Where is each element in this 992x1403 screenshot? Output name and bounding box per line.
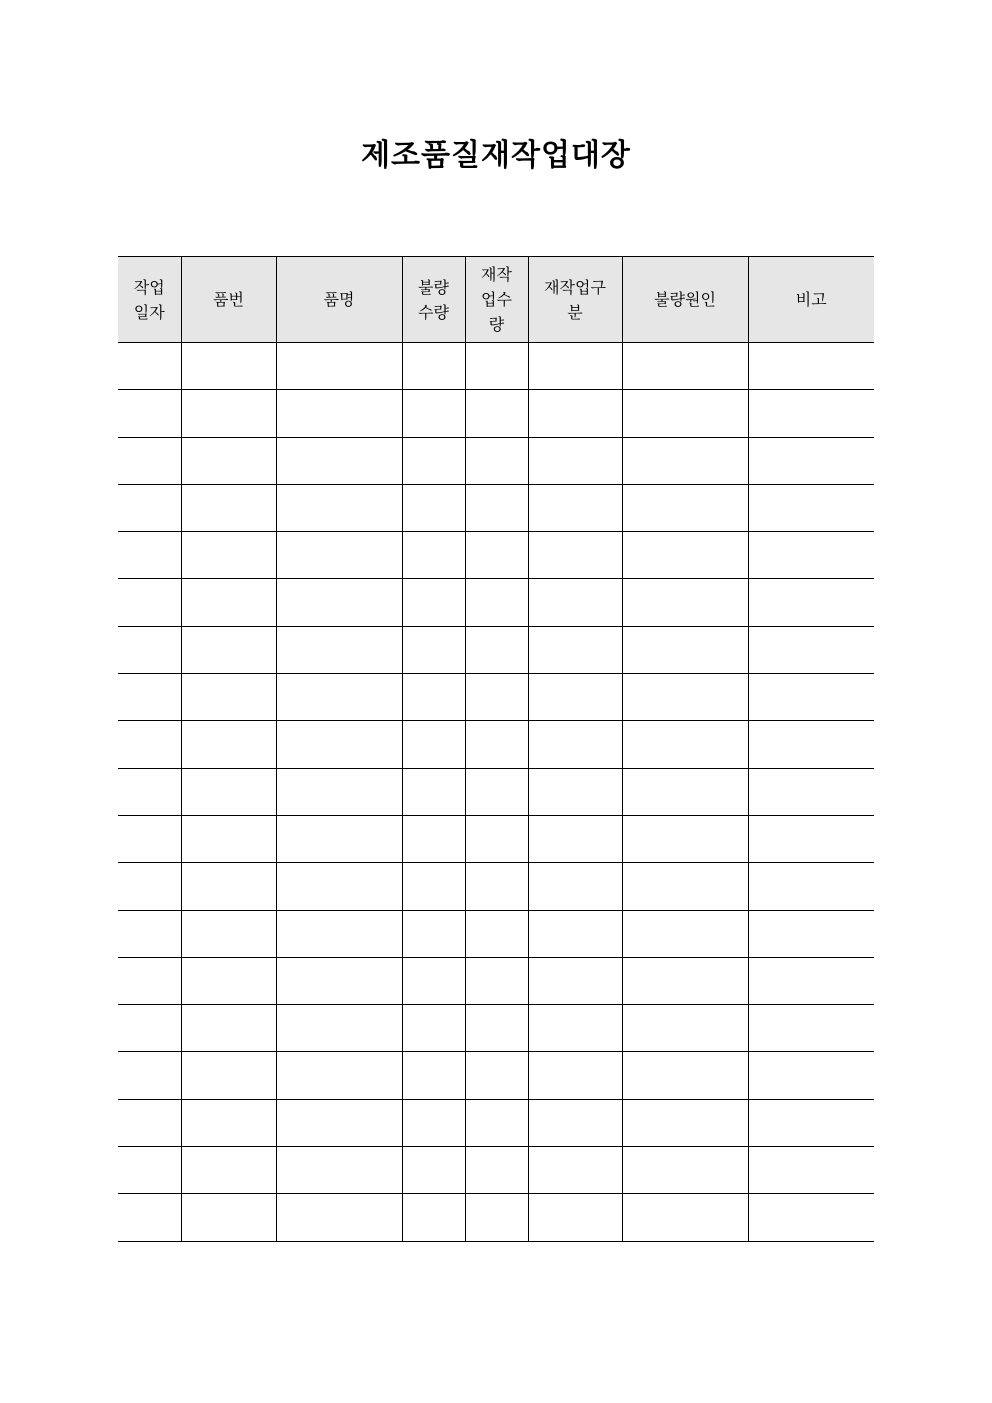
table-cell[interactable] [181,863,276,910]
table-cell[interactable] [276,721,402,768]
table-cell[interactable] [528,1147,622,1194]
table-cell[interactable] [118,579,181,626]
table-cell[interactable] [528,437,622,484]
table-cell[interactable] [402,1194,465,1241]
table-cell[interactable] [181,910,276,957]
table-cell[interactable] [276,579,402,626]
table-cell[interactable] [465,863,528,910]
table-cell[interactable] [181,532,276,579]
table-cell[interactable] [118,437,181,484]
table-cell[interactable] [181,626,276,673]
table-cell[interactable] [402,768,465,815]
header-remarks: 비고 [748,257,874,343]
table-cell[interactable] [276,437,402,484]
table-cell[interactable] [276,343,402,390]
table-cell[interactable] [402,1052,465,1099]
table-row [118,910,874,957]
table-cell[interactable] [181,484,276,531]
table-row [118,721,874,768]
table-row [118,1005,874,1052]
table-cell[interactable] [402,390,465,437]
table-cell[interactable] [528,626,622,673]
table-cell[interactable] [622,1194,748,1241]
table-cell[interactable] [748,532,874,579]
table-cell[interactable] [402,910,465,957]
table-cell[interactable] [181,437,276,484]
table-cell[interactable] [748,768,874,815]
table-cell[interactable] [276,957,402,1004]
table-cell[interactable] [402,674,465,721]
table-cell[interactable] [748,626,874,673]
table-cell[interactable] [118,863,181,910]
table-row [118,343,874,390]
table-cell[interactable] [465,768,528,815]
table-row [118,1099,874,1146]
table-cell[interactable] [402,815,465,862]
table-row [118,1194,874,1241]
header-defect-cause: 불량원인 [622,257,748,343]
table-cell[interactable] [181,1005,276,1052]
table-cell[interactable] [748,815,874,862]
table-cell[interactable] [528,910,622,957]
table-row [118,390,874,437]
table-cell[interactable] [181,1194,276,1241]
header-rework-quantity: 재작 업수 량 [465,257,528,343]
table-cell[interactable] [528,1099,622,1146]
table-cell[interactable] [118,815,181,862]
table-cell[interactable] [276,390,402,437]
table-cell[interactable] [748,1052,874,1099]
table-cell[interactable] [748,579,874,626]
table-row [118,532,874,579]
table-row [118,1147,874,1194]
table-cell[interactable] [181,815,276,862]
table-cell[interactable] [465,579,528,626]
table-cell[interactable] [622,815,748,862]
table-cell[interactable] [465,1147,528,1194]
table-cell[interactable] [465,910,528,957]
table-cell[interactable] [402,1099,465,1146]
table-header-row [118,257,874,343]
table-cell[interactable] [465,437,528,484]
table-cell[interactable] [118,390,181,437]
table-cell[interactable] [181,768,276,815]
table-cell[interactable] [402,437,465,484]
table-cell[interactable] [181,1147,276,1194]
table-cell[interactable] [465,532,528,579]
table-cell[interactable] [118,484,181,531]
table-cell[interactable] [402,957,465,1004]
table-cell[interactable] [465,721,528,768]
table-cell[interactable] [465,815,528,862]
table-cell[interactable] [276,1147,402,1194]
table-cell[interactable] [748,390,874,437]
table-cell[interactable] [528,1194,622,1241]
table-cell[interactable] [622,1147,748,1194]
table-cell[interactable] [748,1147,874,1194]
table-cell[interactable] [181,721,276,768]
table-row [118,1052,874,1099]
table-cell[interactable] [276,532,402,579]
table-cell[interactable] [528,957,622,1004]
table-cell[interactable] [276,1052,402,1099]
rework-ledger-table [118,256,874,1242]
table-cell[interactable] [528,579,622,626]
table-cell[interactable] [118,674,181,721]
table-cell[interactable] [465,343,528,390]
table-cell[interactable] [622,437,748,484]
table-cell[interactable] [748,863,874,910]
table-cell[interactable] [118,343,181,390]
table-body [118,343,874,1242]
table-cell[interactable] [276,674,402,721]
table-row [118,437,874,484]
table-cell[interactable] [181,957,276,1004]
header-part-name: 품명 [276,257,402,343]
table-cell[interactable] [748,343,874,390]
table-cell[interactable] [465,957,528,1004]
table-row [118,626,874,673]
table-cell[interactable] [465,674,528,721]
table-cell[interactable] [118,910,181,957]
table-cell[interactable] [465,626,528,673]
table-cell[interactable] [118,532,181,579]
table-cell[interactable] [402,721,465,768]
table-cell[interactable] [748,674,874,721]
table-cell[interactable] [622,532,748,579]
table-cell[interactable] [181,674,276,721]
table-row [118,579,874,626]
header-rework-category: 재작업구 분 [528,257,622,343]
table-cell[interactable] [465,1005,528,1052]
table-cell[interactable] [748,910,874,957]
table-cell[interactable] [402,484,465,531]
table-cell[interactable] [118,1052,181,1099]
table-cell[interactable] [402,579,465,626]
table-cell[interactable] [748,1099,874,1146]
table-row [118,674,874,721]
table-cell[interactable] [402,343,465,390]
table-cell[interactable] [528,721,622,768]
table-cell[interactable] [181,343,276,390]
table-cell[interactable] [528,1005,622,1052]
header-part-number: 품번 [181,257,276,343]
table-cell[interactable] [465,1194,528,1241]
table-cell[interactable] [276,768,402,815]
table-cell[interactable] [181,390,276,437]
table-cell[interactable] [276,863,402,910]
table-cell[interactable] [622,674,748,721]
table-cell[interactable] [748,721,874,768]
table-cell[interactable] [622,484,748,531]
table-cell[interactable] [465,390,528,437]
table-cell[interactable] [276,910,402,957]
header-defect-quantity: 불량 수량 [402,257,465,343]
table-cell[interactable] [622,390,748,437]
table-cell[interactable] [528,674,622,721]
table-cell[interactable] [622,910,748,957]
table-cell[interactable] [402,1147,465,1194]
table-cell[interactable] [465,1099,528,1146]
table-cell[interactable] [181,1099,276,1146]
table-cell[interactable] [118,1099,181,1146]
table-cell[interactable] [276,1194,402,1241]
table-row [118,815,874,862]
table-cell[interactable] [276,1099,402,1146]
table-cell[interactable] [181,1052,276,1099]
table-cell[interactable] [622,768,748,815]
table-cell[interactable] [465,484,528,531]
table-cell[interactable] [528,484,622,531]
table-cell[interactable] [528,1052,622,1099]
table-cell[interactable] [622,1005,748,1052]
table-cell[interactable] [528,815,622,862]
table-cell[interactable] [622,957,748,1004]
table-cell[interactable] [528,532,622,579]
table-cell[interactable] [622,1052,748,1099]
table-cell[interactable] [276,626,402,673]
table-cell[interactable] [748,484,874,531]
table-cell[interactable] [118,626,181,673]
table-cell[interactable] [118,1147,181,1194]
table-cell[interactable] [118,1005,181,1052]
table-cell[interactable] [402,863,465,910]
table-cell[interactable] [622,579,748,626]
table-cell[interactable] [402,1005,465,1052]
table-cell[interactable] [748,1005,874,1052]
table-cell[interactable] [622,626,748,673]
table-row [118,957,874,1004]
header-work-date: 작업 일자 [118,257,181,343]
table-cell[interactable] [748,1194,874,1241]
table-cell[interactable] [118,1194,181,1241]
table-row [118,484,874,531]
table-row [118,863,874,910]
table-cell[interactable] [528,390,622,437]
table-cell[interactable] [118,957,181,1004]
table-cell[interactable] [118,768,181,815]
table-cell[interactable] [528,768,622,815]
table-cell[interactable] [748,437,874,484]
table-cell[interactable] [528,863,622,910]
table-cell[interactable] [402,532,465,579]
table-cell[interactable] [622,721,748,768]
table-cell[interactable] [528,343,622,390]
table-row [118,768,874,815]
table-cell[interactable] [276,1005,402,1052]
table-cell[interactable] [465,1052,528,1099]
table-cell[interactable] [181,579,276,626]
page-title: 제조품질재작업대장 [361,138,631,173]
table-cell[interactable] [118,721,181,768]
table-cell[interactable] [276,484,402,531]
table-cell[interactable] [276,815,402,862]
table-cell[interactable] [622,343,748,390]
table-cell[interactable] [622,1099,748,1146]
table-cell[interactable] [748,957,874,1004]
table-cell[interactable] [402,626,465,673]
table-cell[interactable] [622,863,748,910]
